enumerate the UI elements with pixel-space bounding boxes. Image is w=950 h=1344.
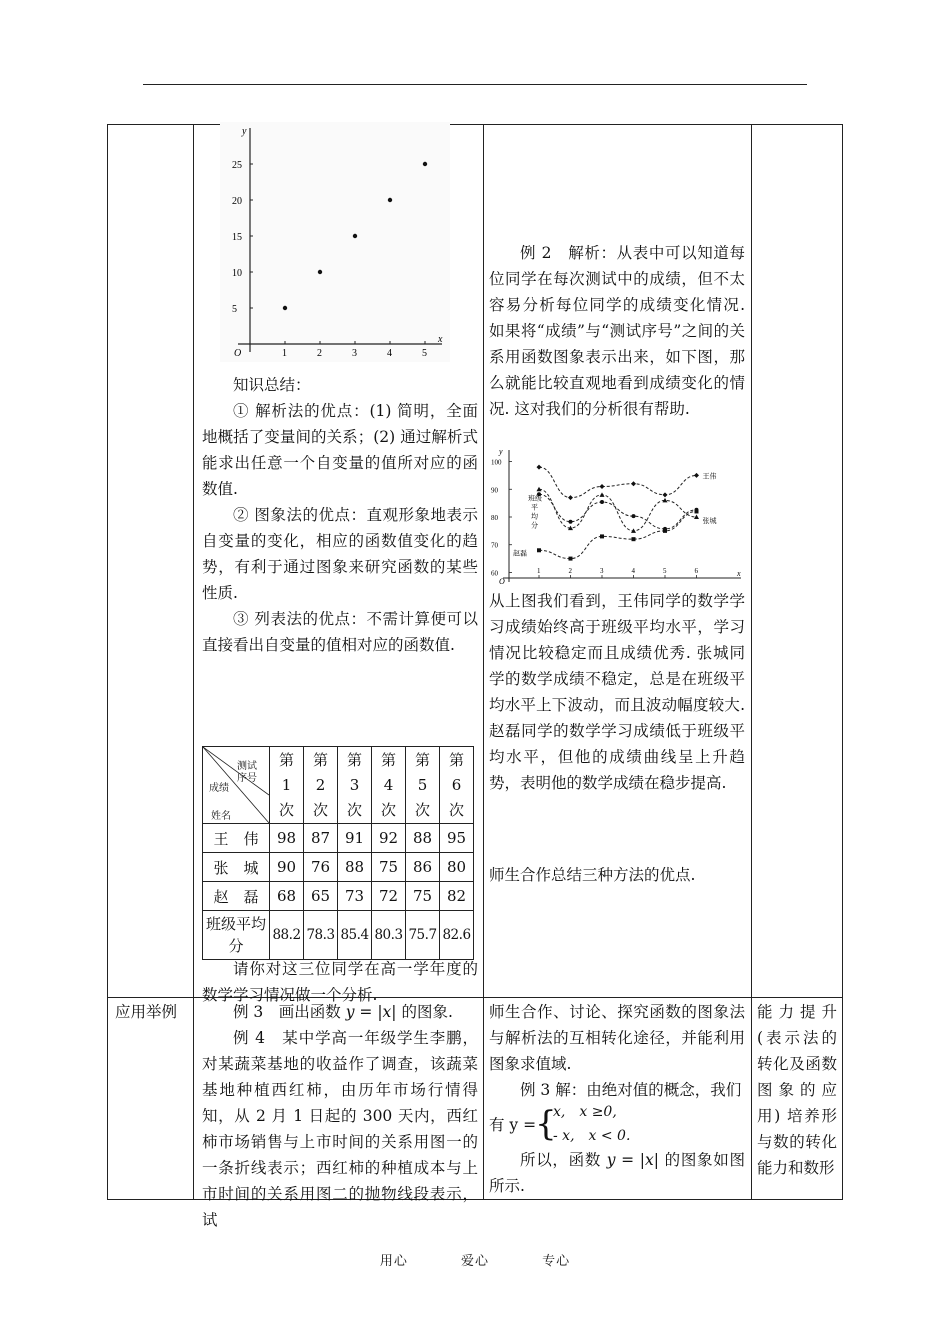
x-axis-label: x: [438, 334, 443, 345]
test-header-1: 第 1 次: [270, 747, 304, 824]
score-cell: 68: [270, 882, 304, 911]
score-cell: 85.4: [338, 911, 372, 960]
scatter-point: [423, 162, 427, 166]
data-point: [631, 481, 636, 486]
corner-cell: [203, 747, 270, 824]
series-line: [539, 467, 697, 498]
data-point: [600, 484, 605, 489]
teacher-student-summary: 师生合作总结三种方法的优点.: [489, 866, 696, 884]
legend-label-wangwei: 王伟: [702, 472, 717, 481]
application-examples: [202, 999, 478, 1233]
legend-label-zhangcheng: 张城: [702, 517, 717, 525]
x-tick-label: 3: [600, 567, 604, 575]
score-cell: 73: [338, 882, 372, 911]
scores-table: [202, 746, 474, 960]
y-axis-label: y: [242, 126, 247, 137]
score-cell: 82: [440, 882, 474, 911]
y-tick-label: 5: [232, 304, 237, 315]
data-point: [694, 473, 699, 478]
data-point: [632, 537, 636, 541]
data-point: [600, 534, 604, 538]
score-cell: 88: [338, 853, 372, 882]
test-header-5: 第 5 次: [406, 747, 440, 824]
data-point: [568, 495, 573, 500]
score-cell: 91: [338, 824, 372, 853]
x-tick-label: 5: [422, 348, 427, 359]
origin-label: O: [499, 577, 505, 586]
knowledge-summary: [202, 372, 478, 658]
data-point: [600, 500, 604, 504]
score-cell: 98: [270, 824, 304, 853]
brace-symbol: {: [535, 1104, 557, 1144]
example2-analysis: 例 2 解析：从表中可以知道每位同学在每次测试中的成绩，但不太容易分析每位同学的成绩变化情况. 如果将“成绩”与“测试序号”之间的关系用函数图象表示出来，如下图，那么就能比较直观地看到成绩变化的情况. 这对我们的分析很有帮助.: [489, 244, 745, 418]
corner-score-label: 成绩: [209, 783, 229, 794]
score-cell: 80: [440, 853, 474, 882]
page-footer: [0, 1250, 950, 1269]
x-tick-label: 2: [317, 348, 322, 359]
score-cell: 75: [406, 882, 440, 911]
score-cell: 95: [440, 824, 474, 853]
score-cell: 75.7: [406, 911, 440, 960]
score-cell: 88: [406, 824, 440, 853]
test-header-6: 第 6 次: [440, 747, 474, 824]
student-name: 班级平均分: [203, 911, 270, 960]
scatter-point: [388, 198, 392, 202]
score-cell: 82.6: [440, 911, 474, 960]
application-guidance: 师生合作、讨论、探究函数的图象法与解析法的互相转化途径，并能利用图象求值域. 例 3 解：由绝对值的概念，我们 有 y = { x, x ≥0, - x, x < 0. 所以，函数 y = |x| 的图象如图所示.: [489, 999, 745, 1199]
y-tick-label: 10: [232, 268, 242, 279]
x-tick-label: 1: [282, 348, 287, 359]
series-line: [539, 489, 697, 531]
row-label-application: 应用举例: [115, 1003, 178, 1021]
data-point: [663, 492, 668, 497]
data-point: [695, 508, 699, 512]
origin-label: O: [234, 348, 242, 359]
scatter-point: [283, 306, 287, 310]
test-header-4: 第 4 次: [372, 747, 406, 824]
y-tick-label: 100: [491, 458, 502, 467]
piecewise-definition: 有 y = { x, x ≥0, - x, x < 0.: [489, 1104, 631, 1144]
scatter-plot: [220, 122, 450, 362]
example4-prompt: 例 4 某中学高一年级学生李鹏，对某蔬菜基地的收益作了调查，该蔬菜基地种植西红柿，由历年市场行情得知，从 2 月 1 日起的 300 天内，西红柿市场销售与上市时间的关系用图一的一条折线表示；西红柿的种植成本与上市时间的关系用图二的抛物线段表示，试: [202, 1029, 478, 1229]
example3-conclusion: 所以，函数 y = |x| 的图象如图所示.: [489, 1151, 745, 1195]
test-header-2: 第 2 次: [304, 747, 338, 824]
column-divider: [193, 124, 194, 1200]
data-point: [537, 465, 542, 470]
scatter-point: [318, 270, 322, 274]
score-cell: 80.3: [372, 911, 406, 960]
series-line: [539, 494, 697, 529]
chart-interpretation: 从上图我们看到，王伟同学的数学学习成绩始终高于班级平均水平，学习情况比较稳定而且成绩优秀. 张城同学的数学成绩不稳定，总是在班级平均水平上下波动，而且波动幅度较大. 赵磊同学的数学学习成绩低于班级平均水平，但他的成绩曲线呈上升趋势，表明他的数学成绩在稳步提高.: [489, 592, 745, 792]
score-cell: 72: [372, 882, 406, 911]
y-axis-label: y: [499, 447, 503, 456]
score-cell: 92: [372, 824, 406, 853]
header-rule: [143, 84, 807, 85]
legend-label-zhaolei: 赵磊: [513, 549, 527, 558]
data-point: [537, 548, 541, 552]
table-method-advantage: ③ 列表法的优点：不需计算便可以直接看出自变量的值相对应的函数值.: [202, 610, 478, 654]
graph-method-advantage: ② 图象法的优点：直观形象地表示自变量的变化，相应的函数值变化的趋势，有利于通过图象来研究函数的某些性质.: [202, 506, 478, 602]
score-cell: 78.3: [304, 911, 338, 960]
data-point: [632, 514, 636, 518]
legend-label-average: 平: [531, 503, 538, 512]
footer-item: 用心: [379, 1254, 408, 1269]
legend-label-average: 均: [531, 512, 538, 521]
y-tick-label: 20: [232, 196, 242, 207]
legend-label-average: 班级: [528, 494, 542, 503]
score-cell: 76: [304, 853, 338, 882]
score-cell: 65: [304, 882, 338, 911]
x-tick-label: 4: [631, 567, 635, 575]
student-name: 张 城: [203, 853, 270, 882]
x-tick-label: 2: [568, 567, 572, 575]
corner-test-label: 测试序号: [237, 761, 257, 784]
x-tick-label: 5: [663, 567, 667, 575]
footer-item: 专心: [542, 1254, 571, 1269]
x-tick-label: 4: [387, 348, 392, 359]
score-cell: 75: [372, 853, 406, 882]
example3-prompt: 例 3 画出函数 y = |x| 的图象.: [233, 1003, 453, 1021]
footer-item: 爱心: [460, 1254, 489, 1269]
score-cell: 86: [406, 853, 440, 882]
score-cell: 90: [270, 853, 304, 882]
summary-title: 知识总结：: [233, 376, 311, 394]
x-axis-label: x: [737, 569, 741, 578]
column-divider: [751, 124, 752, 1200]
test-header-3: 第 3 次: [338, 747, 372, 824]
corner-name-label: 姓名: [211, 811, 231, 822]
y-tick-label: 70: [491, 541, 498, 550]
data-point: [663, 527, 667, 531]
score-cell: 87: [304, 824, 338, 853]
data-point: [631, 528, 636, 533]
teaching-goal: 能力提升(表示法的转化及函数图象的应用) 培养形与数的转化能力和数形: [757, 1003, 837, 1177]
analytic-method-advantage: ① 解析法的优点：(1) 简明，全面地概括了变量间的关系；(2) 通过解析式能求出任意一个自变量的值所对应的函数值.: [202, 402, 478, 498]
data-point: [569, 520, 573, 524]
table-question: 请你对这三位同学在高一学年度的数学学习情况做一个分析.: [202, 960, 478, 1004]
data-point: [569, 557, 573, 561]
score-cell: 88.2: [270, 911, 304, 960]
x-tick-label: 6: [694, 567, 698, 575]
column-divider: [483, 124, 484, 1200]
y-tick-label: 25: [232, 160, 242, 171]
x-tick-label: 3: [352, 348, 357, 359]
legend-label-average: 分: [531, 521, 538, 530]
y-tick-label: 60: [491, 569, 498, 578]
y-tick-label: 80: [491, 514, 498, 522]
student-name: 王 伟: [203, 824, 270, 853]
x-tick-label: 1: [537, 567, 541, 575]
student-name: 赵 磊: [203, 882, 270, 911]
y-tick-label: 90: [491, 486, 498, 495]
scores-line-chart: [489, 446, 745, 586]
y-tick-label: 15: [232, 232, 242, 243]
scatter-point: [353, 234, 357, 238]
